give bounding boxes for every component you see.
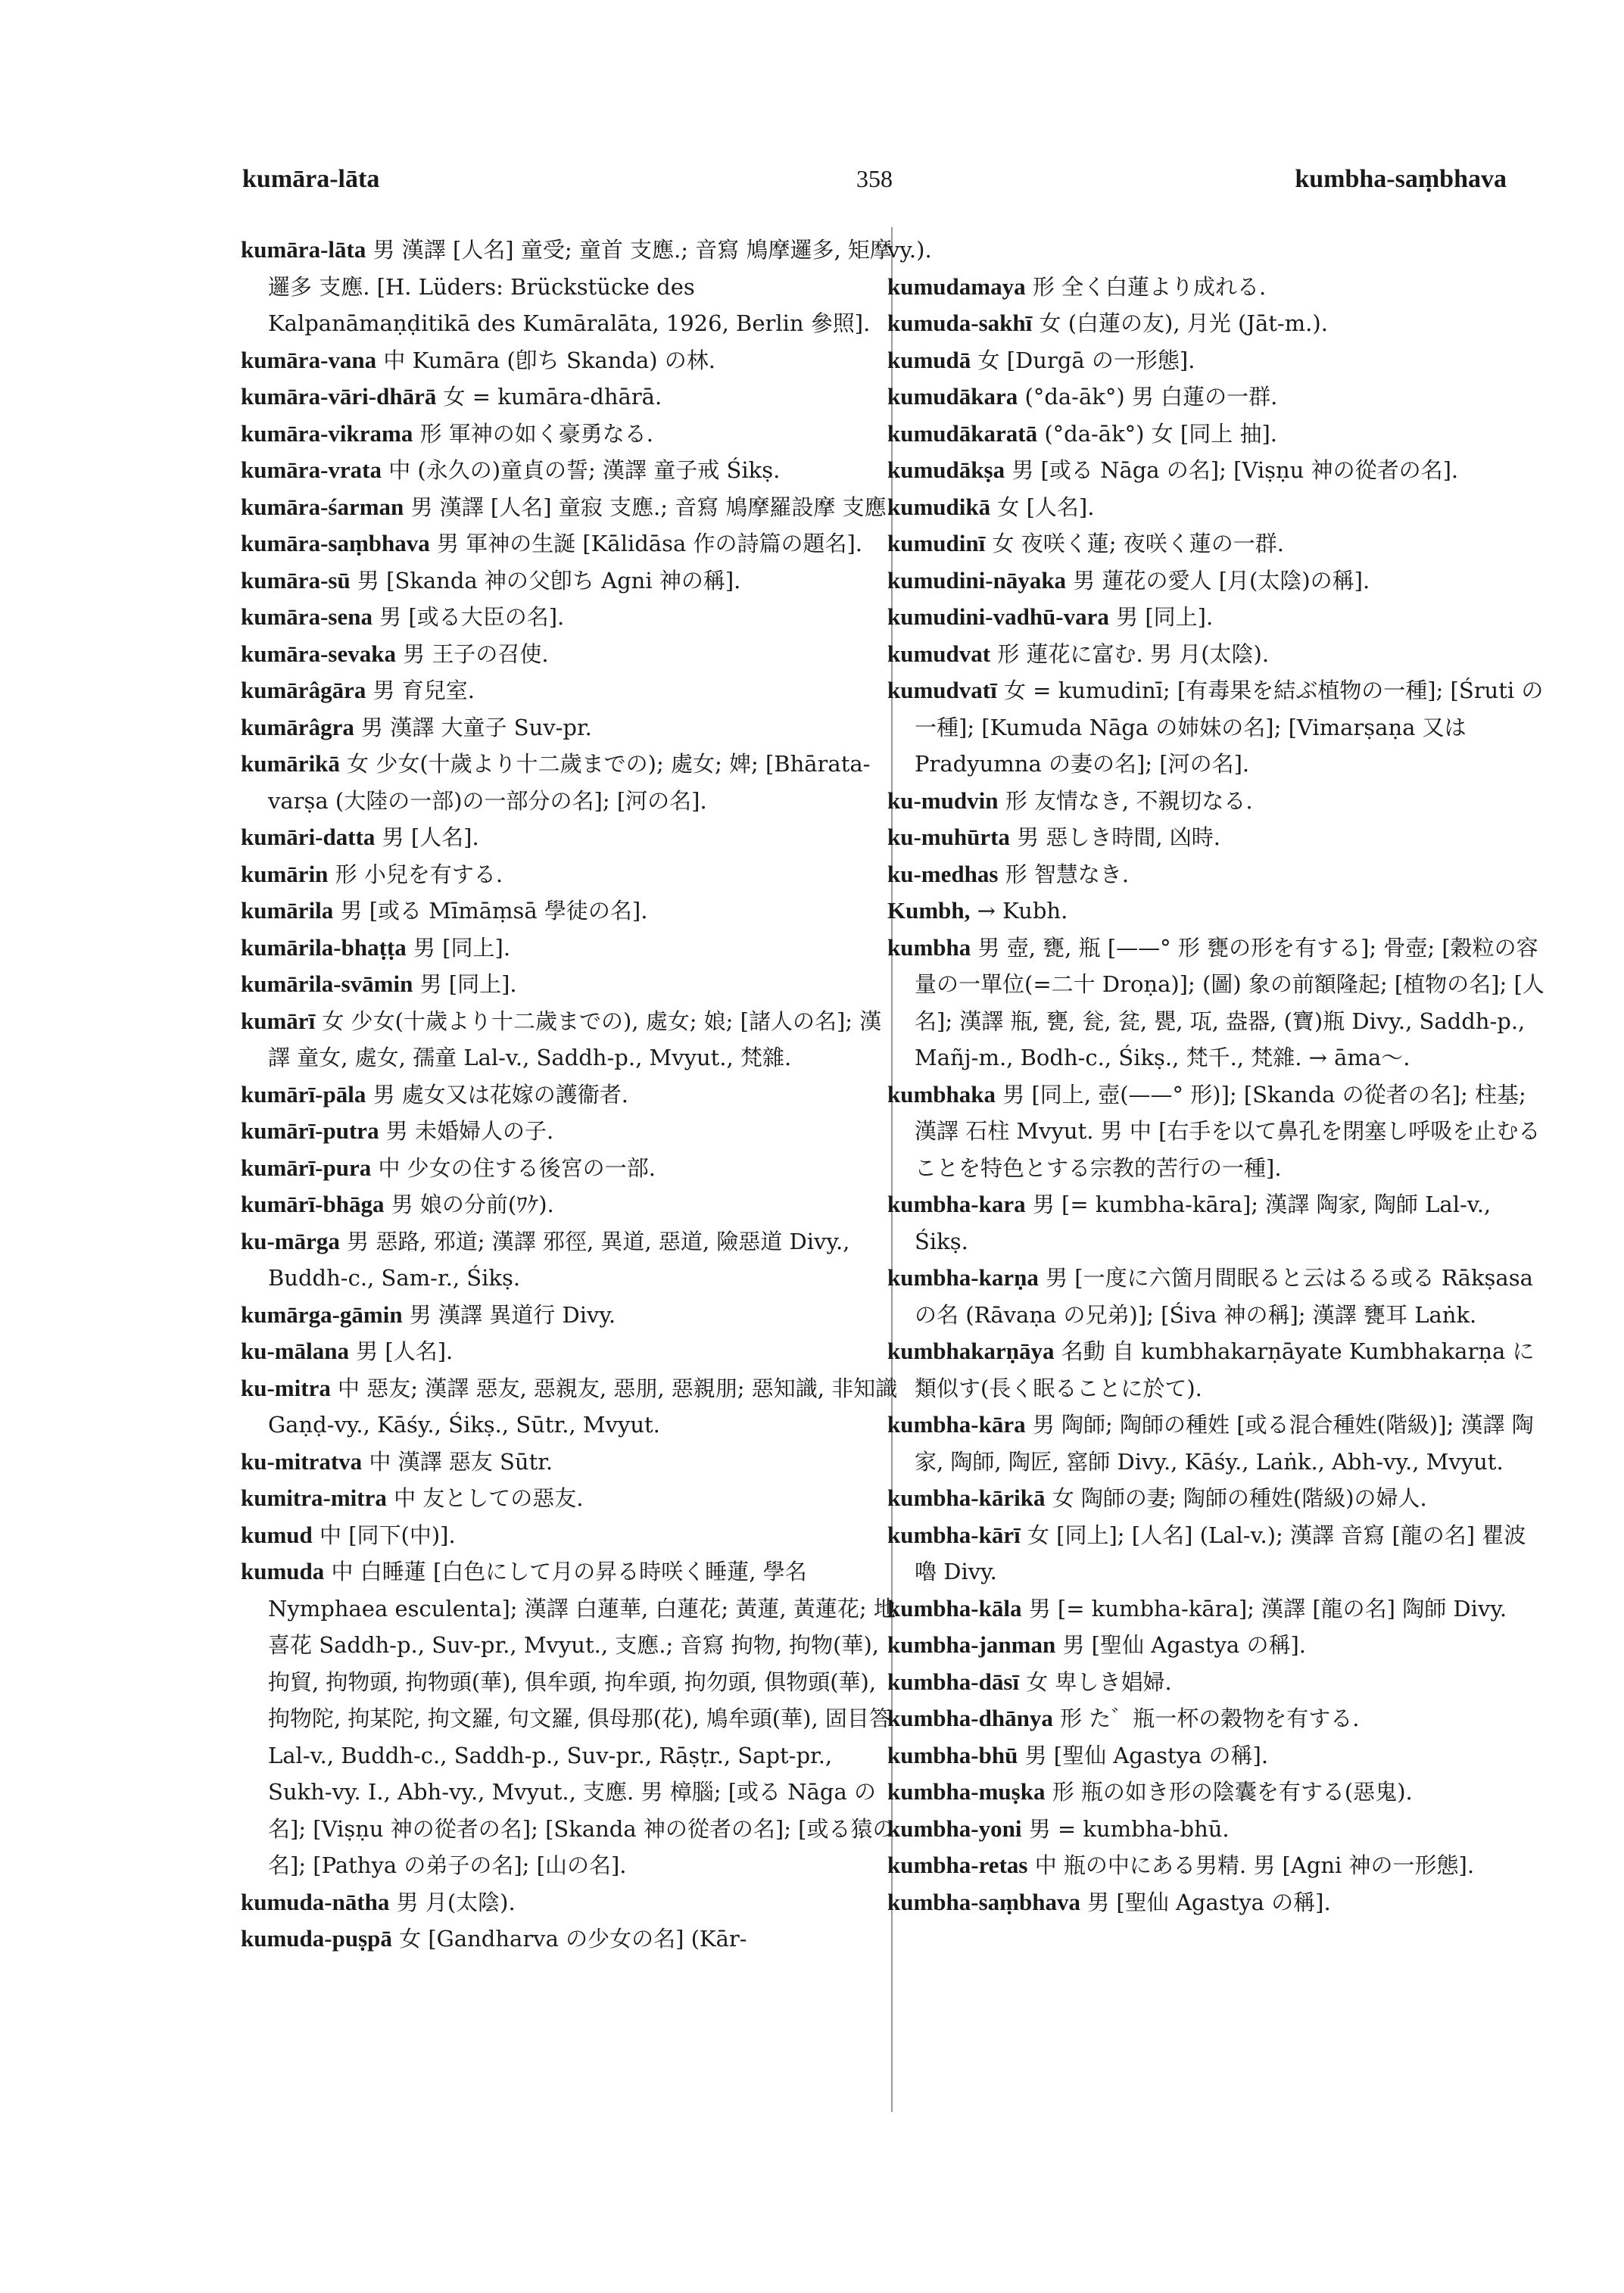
dictionary-entry [887, 1076, 1546, 1187]
entry-headword: kumārâgāra [241, 677, 366, 703]
entry-definition: 男 惡しき時間, 凶時. [1017, 824, 1221, 850]
dictionary-entry [241, 1003, 899, 1076]
entry-definition: 形 小兒を有する. [335, 861, 503, 887]
entry-definition: 男 [聖仙 Agastya の稱]. [1062, 1632, 1306, 1658]
entry-definition: 男 漢譯 大童子 Suv-pr. [361, 714, 592, 740]
entry-definition: 男 軍神の生誕 [Kālidāsa 作の詩篇の題名]. [436, 531, 863, 556]
dictionary-entry [241, 1517, 899, 1554]
dictionary-entry [241, 709, 899, 746]
dictionary-entry [241, 672, 899, 709]
entry-headword: kumāra-saṃbhava [241, 530, 430, 556]
dictionary-entry [241, 489, 899, 526]
entry-headword: kumārī-putra [241, 1117, 379, 1144]
entry-definition: 中 友としての惡友. [394, 1485, 584, 1511]
entry-headword: kumāra-lāta [241, 236, 366, 263]
entry-headword: kumārin [241, 860, 329, 887]
entry-definition: 中 Kumāra (卽ち Skanda) の林. [383, 347, 715, 373]
left-column [241, 232, 899, 1958]
dictionary-entry [241, 525, 899, 562]
dictionary-entry [887, 1407, 1546, 1480]
entry-definition: 男 漢譯 [人名] 童受; 童首 支應.; 音寫 鳩摩邏多, 矩摩邏多 支應. [H. Lüders: Brückstücke des Kalpanāmaṇḍitikā des Kumāralāta, 1926, Berlin 參照]. [268, 237, 892, 336]
entry-headword: kumbha-bhū [887, 1741, 1018, 1768]
entry-headword: ku-medhas [887, 860, 999, 887]
entry-headword: ku-mitratva [241, 1447, 363, 1475]
dictionary-entry [887, 1480, 1546, 1517]
entry-definition: 男 王子の召使. [403, 640, 549, 667]
running-head-left: kumāra-lāta [242, 165, 380, 193]
dictionary-entry [241, 452, 899, 489]
dictionary-entry [241, 856, 899, 893]
dictionary-entry [241, 342, 899, 379]
dictionary-entry [241, 1076, 899, 1114]
entry-headword: ku-mudvin [887, 787, 999, 814]
dictionary-entry [241, 893, 899, 930]
dictionary-entry [887, 1260, 1546, 1333]
entry-headword: kumudā [887, 346, 971, 373]
entry-headword: kumudākaratā [887, 419, 1038, 447]
dictionary-entry [887, 1700, 1546, 1737]
entry-definition: 男 = kumbha-bhū. [1028, 1815, 1230, 1842]
entry-definition: 男 惡路, 邪道; 漢譯 邪徑, 異道, 惡道, 險惡道 Divy., Buddh-c., Sam-r., Śikṣ. [268, 1228, 850, 1291]
entry-headword: kumārila-bhaṭṭa [241, 933, 407, 961]
dictionary-entry [241, 930, 899, 967]
entry-definition: 形 全く白蓮より成れる. [1032, 273, 1267, 300]
entry-definition: 形 友情なき, 不親切なる. [1005, 787, 1253, 814]
dictionary-entry [887, 893, 1546, 930]
dictionary-entry [241, 1223, 899, 1297]
entry-definition: (°da-āk°) 女 [同上 抽]. [1044, 420, 1277, 447]
entry-headword: Kumbh, [887, 897, 971, 924]
entry-definition: 男 [人名]. [382, 824, 479, 850]
entry-headword: kumuda-sakhī [887, 310, 1033, 336]
entry-headword: kumārī [241, 1007, 316, 1034]
entry-headword: kumbha-retas [887, 1852, 1028, 1878]
dictionary-entry [887, 489, 1546, 526]
entry-definition: 男 [同上, 壺(——° 形)]; [Skanda の從者の名]; 柱基; 漢譯 石柱 Mvyut. 男 中 [右手を以て鼻孔を閉塞し呼吸を止むることを特色とする宗教的苦行の一種]. [915, 1081, 1541, 1181]
dictionary-entry [887, 416, 1546, 453]
entry-headword: kumbha-kārī [887, 1521, 1021, 1548]
entry-definition: 中 [同下(中)]. [320, 1522, 456, 1548]
running-head-right: kumbha-saṃbhava [1295, 165, 1507, 193]
page-header [242, 165, 1507, 203]
entry-headword: kumbha-dāsī [887, 1668, 1020, 1695]
dictionary-entry [887, 269, 1546, 306]
entry-definition: 女 少女(十歲より十二歲までの); 處女; 婢; [Bhārata-varṣa (大陸の一部)の一部分の名]; [河の名]. [268, 751, 871, 814]
entry-definition: 女 [人名]. [997, 494, 1095, 520]
entry-definition: 女 [同上]; [人名] (Lal-v.); 漢譯 音寫 [龍の名] 瞿波嚕 Divy. [915, 1522, 1526, 1584]
entry-definition: 男 [= kumbha-kāra]; 漢譯 [龍の名] 陶師 Divy. [1028, 1595, 1507, 1622]
dictionary-entry [887, 452, 1546, 489]
entry-definition: 男 [Skanda 神の父卽ち Agni 神の稱]. [357, 567, 741, 594]
entry-definition: 中 漢譯 惡友 Sūtr. [369, 1448, 553, 1475]
entry-definition: 男 [= kumbha-kāra]; 漢譯 陶家, 陶師 Lal-v., Śikṣ. [915, 1192, 1492, 1254]
entry-definition: 男 [聖仙 Agastya の稱]. [1024, 1742, 1269, 1768]
entry-headword: ku-mālana [241, 1338, 349, 1364]
dictionary-entry [887, 1884, 1546, 1921]
entry-headword: kumudini-vadhū-vara [887, 603, 1109, 630]
entry-headword: kumudinī [887, 530, 986, 556]
dictionary-entry [887, 379, 1546, 416]
entry-definition: 男 [聖仙 Agastya の稱]. [1087, 1889, 1331, 1915]
dictionary-entry [887, 599, 1546, 636]
dictionary-entry [241, 1150, 899, 1187]
continuation-text: vy.). [887, 237, 932, 263]
dictionary-entry [887, 930, 1546, 1076]
entry-definition: 男 [人名]. [356, 1338, 454, 1364]
dictionary-entry [241, 1113, 899, 1150]
entry-headword: ku-mārga [241, 1227, 340, 1254]
dictionary-entry [887, 819, 1546, 856]
entry-definition: 形 智慧なき. [1005, 861, 1130, 887]
entry-headword: kumbha-muṣka [887, 1778, 1046, 1805]
entry-headword: kumbha-kara [887, 1191, 1026, 1217]
entry-headword: kumbha-karṇa [887, 1264, 1039, 1291]
dictionary-entry [241, 1884, 899, 1921]
entry-headword: kumāra-sevaka [241, 640, 396, 667]
entry-definition: 男 育兒室. [372, 678, 475, 703]
dictionary-entry [887, 1774, 1546, 1811]
entry-definition: 女 (白蓮の友), 月光 (Jāt-m.). [1039, 310, 1328, 336]
dictionary-entry [887, 1664, 1546, 1701]
dictionary-entry [241, 379, 899, 416]
entry-definition: 女 陶師の妻; 陶師の種姓(階級)の婦人. [1052, 1485, 1427, 1511]
entry-headword: kumuda [241, 1558, 325, 1584]
entry-headword: kumbha-kāra [887, 1411, 1026, 1438]
dictionary-entry [887, 342, 1546, 379]
entry-headword: kumuda-nātha [241, 1888, 390, 1915]
entry-definition: 女 [Durgā の一形態]. [977, 347, 1195, 373]
dictionary-entry [241, 1480, 899, 1517]
entry-headword: kumbhaka [887, 1080, 996, 1108]
page-number: 358 [856, 165, 893, 192]
dictionary-entry [241, 1553, 899, 1884]
entry-headword: kumāra-vikrama [241, 419, 413, 447]
entry-definition: 男 [或る Nāga の名]; [Viṣṇu 神の從者の名]. [1011, 457, 1459, 483]
entry-definition: 女 [Gandharva の少女の名] (Kār- [399, 1926, 747, 1952]
entry-headword: kumārī-bhāga [241, 1191, 385, 1217]
entry-headword: kumuda-puṣpā [241, 1925, 392, 1952]
entry-definition: 形 瓶の如き形の陰囊を有する(惡鬼). [1052, 1779, 1413, 1805]
entry-headword: kumāra-vrata [241, 456, 382, 483]
entry-headword: kumāra-śarman [241, 493, 404, 520]
dictionary-entry [887, 1517, 1546, 1590]
entry-definition: 中 惡友; 漢譯 惡友, 惡親友, 惡朋, 惡親朋; 惡知識, 非知識 Gaṇḍ-vy., Kāśy., Śikṣ., Sūtr., Mvyut. [268, 1375, 898, 1438]
dictionary-entry [887, 1847, 1546, 1884]
entry-headword: ku-mitra [241, 1374, 331, 1401]
dictionary-entry [241, 1444, 899, 1481]
entry-headword: kumārī-pura [241, 1154, 372, 1181]
entry-definition: 男 蓮花の愛人 [月(太陰)の稱]. [1073, 567, 1370, 594]
dictionary-entry [241, 1921, 899, 1958]
entry-headword: kumbhakarṇāya [887, 1338, 1055, 1364]
dictionary-entry [887, 1627, 1546, 1664]
entry-definition: 名動 自 kumbhakarṇāyate Kumbhakarṇa に類似す(長く眠ることに於て). [915, 1338, 1535, 1401]
dictionary-entry [241, 416, 899, 453]
entry-headword: kumudamaya [887, 273, 1026, 300]
dictionary-entry [887, 1186, 1546, 1260]
entry-definition: 男 處女又は花嫁の護衞者. [372, 1081, 629, 1108]
entry-definition: 男 [一度に六箇月間眠ると云はるる或る Rākṣasa の名 (Rāvaṇa の兄弟)]; [Śiva 神の稱]; 漢譯 甕耳 Laṅk. [915, 1265, 1533, 1328]
entry-headword: kumitra-mitra [241, 1485, 387, 1511]
entry-definition: 女 少女(十歲より十二歲までの), 處女; 娘; [諸人の名]; 漢譯 童女, 處女, 孺童 Lal-v., Saddh-p., Mvyut., 梵雜. [268, 1008, 882, 1070]
entry-headword: kumbha-janman [887, 1631, 1056, 1658]
entry-headword: ku-muhūrta [887, 824, 1010, 850]
dictionary-entry [241, 636, 899, 673]
entry-definition: 女 = kumudinī; [有毒果を結ぶ植物の一種]; [Śruti の一種]; [Kumuda Nāga の姉妹の名]; [Vimarṣaṇa 又は Pradyumna の妻の名]; [河の名]. [915, 678, 1544, 777]
dictionary-entry [887, 672, 1546, 783]
dictionary-entry [887, 1737, 1546, 1774]
entry-definition: 女 夜咲く蓮; 夜咲く蓮の一群. [992, 531, 1284, 556]
dictionary-entry [887, 1333, 1546, 1407]
entry-headword: kumāri-datta [241, 824, 376, 850]
dictionary-entry [241, 562, 899, 600]
entry-definition: 男 漢譯 異道行 Divy. [409, 1301, 616, 1328]
dictionary-entry [241, 1297, 899, 1334]
entry-headword: kumbha-saṃbhava [887, 1888, 1080, 1915]
entry-definition: 男 [同上]. [1116, 604, 1214, 630]
entry-headword: kumudvat [887, 640, 991, 667]
entry-definition: 中 (永久の)童貞の誓; 漢譯 童子戒 Śikṣ. [388, 457, 781, 483]
entry-definition: 男 [同上]. [419, 971, 517, 997]
entry-definition: 形 た゛瓶一杯の穀物を有する. [1060, 1706, 1360, 1731]
entry-headword: kumbha-kārikā [887, 1485, 1046, 1511]
dictionary-entry [241, 232, 899, 342]
entry-definition: 男 月(太陰). [396, 1889, 516, 1915]
entry-headword: kumbha-kāla [887, 1594, 1022, 1622]
dictionary-entry [887, 305, 1546, 342]
dictionary-entry [241, 1370, 899, 1444]
entry-headword: kumāra-vāri-dhārā [241, 383, 437, 410]
dictionary-entry [241, 1186, 899, 1223]
entry-headword: kumbha-yoni [887, 1815, 1022, 1842]
dictionary-entry [887, 636, 1546, 673]
entry-definition: 男 壺, 甕, 瓶 [——° 形 甕の形を有する]; 骨壺; [穀粒の容量の一單位(=二十 Droṇa)]; (圖) 象の前額隆起; [植物の名]; [人名]; 漢譯 瓶, 甕, 瓮, 瓫, 甖, 瓨, 盎器, (寶)瓶 Divy., Saddh-p., Mañj-m., Bodh-c., Śikṣ., 梵千., 梵雜. → āma〜. [915, 934, 1545, 1070]
entry-definition: 男 [或る Mīmāṃsā 學徒の名]. [340, 898, 648, 924]
entry-headword: kumārila-svāmin [241, 970, 413, 997]
entry-headword: kumud [241, 1521, 313, 1548]
dictionary-entry [887, 525, 1546, 562]
entry-definition: 形 蓮花に富む. 男 月(太陰). [997, 640, 1270, 667]
dictionary-entry [241, 966, 899, 1003]
entry-headword: kumudikā [887, 493, 991, 520]
entry-definition: 女 = kumāra-dhārā. [443, 384, 662, 410]
entry-definition: 中 白睡蓮 [白色にして月の昇る時咲く睡蓮, 學名 Nymphaea esculenta]; 漢譯 白蓮華, 白蓮花; 黃蓮, 黃蓮花; 地喜花 Saddh-p., Suv-pr., Mvyut., 支應.; 音寫 拘物, 拘物(華), 拘貿, 拘物頭, 拘物頭(華), 俱牟頭, 拘牟頭, 拘勿頭, 俱物頭(華), 拘物陀, 拘某陀, 拘文羅, 句文羅, 俱母那(花), 鳩牟頭(華), 固目答 Lal-v., Buddh-c., Saddh-p., Suv-pr., Rāṣṭr., Sapt-pr., Sukh-vy. I., Abh-vy., Mvyut., 支應. 男 樟腦; [或る Nāga の名]; [Viṣṇu 神の從者の名]; [Skanda 神の從者の名]; [或る猿の名]; [Pathya の弟子の名]; [山の名]. [268, 1559, 896, 1878]
entry-definition: 女 卑しき娼婦. [1026, 1668, 1172, 1695]
entry-definition: 男 娘の分前(ﾜｹ). [391, 1192, 554, 1217]
dictionary-entry [241, 599, 899, 636]
entry-headword: kumudini-nāyaka [887, 566, 1067, 594]
dictionary-entry [887, 562, 1546, 600]
right-entries [887, 269, 1546, 1921]
dictionary-entry [887, 783, 1546, 820]
entry-headword: kumārikā [241, 750, 340, 777]
dictionary-entry [241, 819, 899, 856]
entry-definition: 中 瓶の中にある男精. 男 [Agni 神の一形態]. [1034, 1852, 1475, 1878]
entry-definition: 男 陶師; 陶師の種姓 [或る混合種姓(階級)]; 漢譯 陶家, 陶師, 陶匠, 窰師 Divy., Kāśy., Laṅk., Abh-vy., Mvyut. [915, 1412, 1534, 1475]
entry-headword: kumārila [241, 897, 334, 924]
entry-definition: (°da-āk°) 男 白蓮の一群. [1024, 384, 1278, 410]
entry-definition: → Kubh. [977, 898, 1068, 924]
entry-headword: kumudākṣa [887, 456, 1005, 483]
entry-headword: kumāra-vana [241, 346, 377, 373]
dictionary-entry [887, 1811, 1546, 1848]
entry-definition: 形 軍神の如く豪勇なる. [419, 420, 653, 447]
entry-headword: kumudākara [887, 383, 1018, 410]
entry-headword: kumārga-gāmin [241, 1301, 403, 1328]
dictionary-entry [241, 746, 899, 819]
entry-definition: 男 漢譯 [人名] 童寂 支應.; 音寫 鳩摩羅設摩 支應. [410, 494, 893, 520]
entry-headword: kumārâgra [241, 713, 354, 740]
entry-headword: kumārī-pāla [241, 1080, 366, 1108]
entry-headword: kumudvatī [887, 677, 997, 703]
entry-definition: 中 少女の住する後宮の一部. [378, 1154, 656, 1181]
entry-definition: 男 [或る大臣の名]. [379, 604, 565, 630]
entry-headword: kumbha-dhānya [887, 1705, 1053, 1731]
entry-headword: kumbha [887, 933, 971, 961]
entry-definition: 男 未婚婦人の子. [385, 1118, 554, 1144]
entry-headword: kumāra-sū [241, 566, 351, 594]
entry-headword: kumāra-sena [241, 603, 372, 630]
right-column [887, 232, 1546, 1921]
dictionary-entry [887, 1590, 1546, 1628]
dictionary-entry [241, 1333, 899, 1370]
dictionary-entry [887, 856, 1546, 893]
entry-definition: 男 [同上]. [413, 934, 511, 961]
